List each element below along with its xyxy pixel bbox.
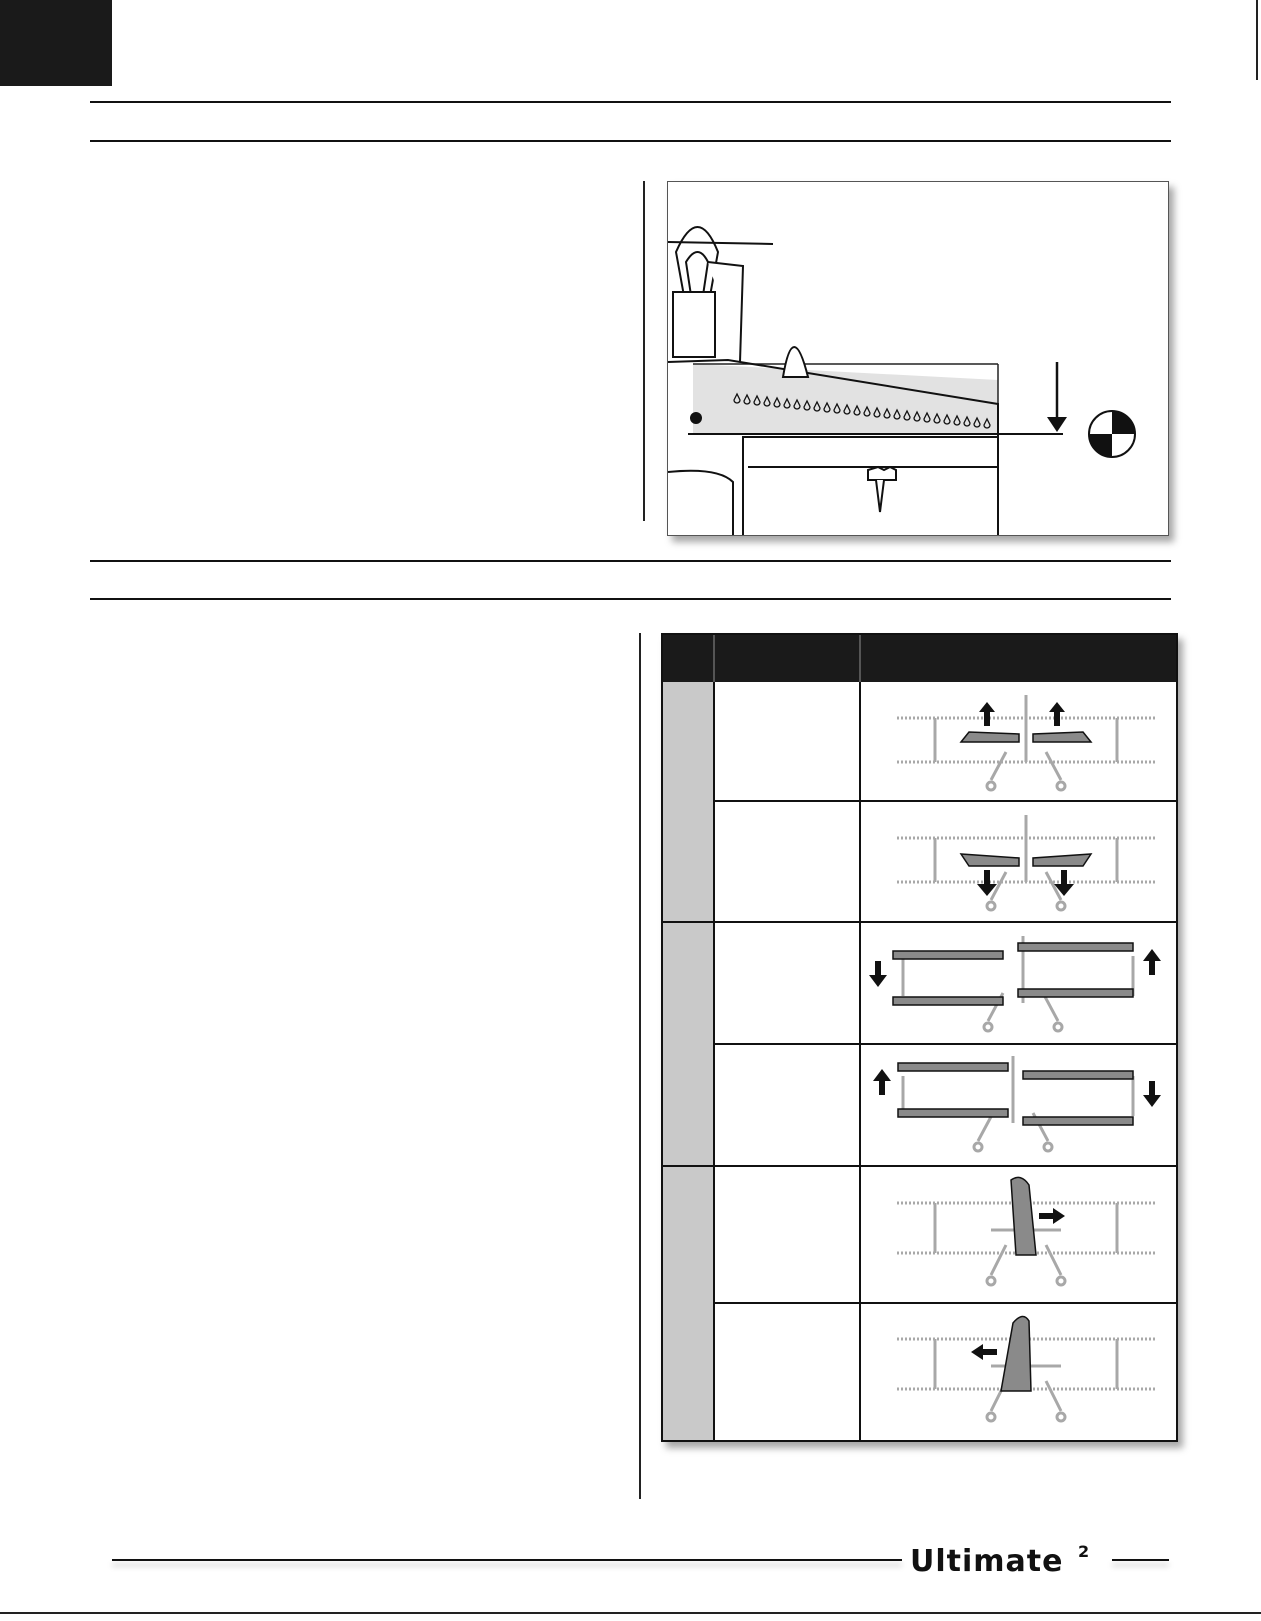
table-vline-1 [713, 682, 715, 1440]
svg-text:2: 2 [1078, 1542, 1090, 1561]
footer-rule [112, 1559, 902, 1561]
column-divider-2 [639, 633, 641, 1499]
control-direction-table [661, 633, 1178, 1442]
page-edge-mark [1256, 0, 1258, 80]
row-divider-3 [713, 1302, 1176, 1304]
row-divider-2 [713, 1043, 1176, 1045]
footer-rule-end [1112, 1559, 1169, 1561]
page-bottom-rule [0, 1612, 1261, 1614]
section-rule-top [90, 101, 1171, 103]
section-rule-mid-lower [90, 598, 1171, 600]
propeller-icon [668, 227, 808, 377]
cg-illustration [668, 182, 1168, 535]
section-tab [0, 0, 112, 86]
rudder-right-illustration [891, 1175, 1161, 1300]
elevator-down-illustration [891, 810, 1161, 920]
center-of-gravity-figure [667, 181, 1169, 536]
aileron-roll-right-illustration [863, 1051, 1173, 1161]
table-vline-2 [859, 682, 861, 1440]
svg-text:Ultimate: Ultimate [910, 1544, 1064, 1577]
cg-symbol-icon [1089, 411, 1135, 457]
lower-wing [668, 437, 998, 535]
rudder-left-illustration [891, 1311, 1161, 1436]
elevator-up-illustration [891, 690, 1161, 800]
section-rule-top-lower [90, 140, 1171, 142]
row-divider-1 [713, 800, 1176, 802]
section-rule-mid [90, 560, 1171, 562]
table-header [663, 635, 1176, 682]
brand-logo [908, 1537, 1108, 1577]
group-divider-2 [663, 1165, 1176, 1167]
group-divider-1 [663, 921, 1176, 923]
column-divider-1 [643, 181, 645, 521]
table-group-column [663, 682, 713, 1440]
aileron-roll-left-illustration [863, 931, 1173, 1041]
